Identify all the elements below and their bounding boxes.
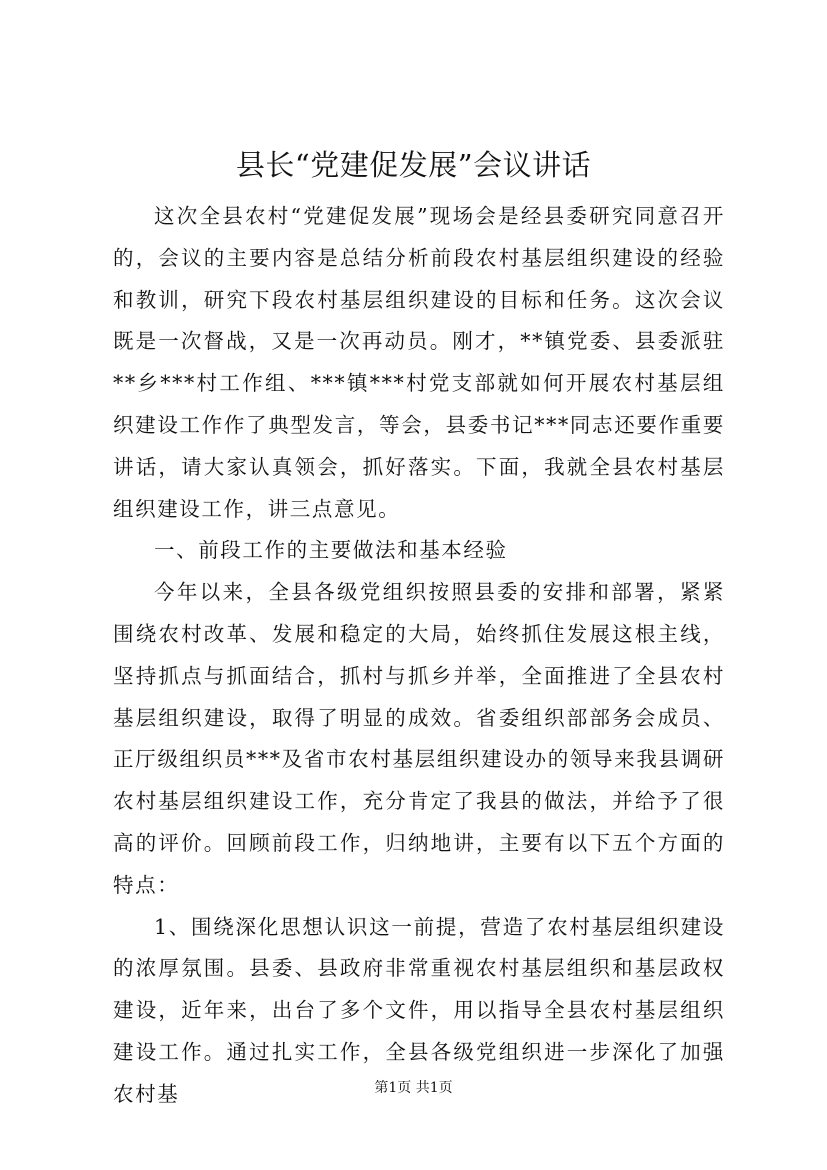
page-number-footer: 第1页 共1页 xyxy=(374,1080,453,1096)
paragraph-overview: 今年以来，全县各级党组织按照县委的安排和部署，紧紧围绕农村改革、发展和稳定的大局，始终抓住发展这根主线，坚持抓点与抓面结合，抓村与抓乡并举，全面推进了全县农村基层组织建设，取得了明显的成效。省委组织部部务会成员、正厅级组织员***及省市农村基层组织建设办的领导来我县调研农村基层组织建设工作，充分肯定了我县的做法，并给予了很高的评价。回顾前段工作，归纳地讲，主要有以下五个方面的特点： xyxy=(113,580,725,897)
paragraph-point-1: 1、围绕深化思想认识这一前提，营造了农村基层组织建设的浓厚氛围。县委、县政府非常重视农村基层组织和基层政权建设，近年来，出台了多个文件，用以指导全县农村基层组织建设工作。通过扎实工作，全县各级党组织进一步深化了加强农村基 xyxy=(113,914,725,1106)
document-body xyxy=(113,196,725,1116)
section-heading: 一、前段工作的主要做法和基本经验 xyxy=(154,538,508,563)
paragraph-intro: 这次全县农村“党建促发展”现场会是经县委研究同意召开的，会议的主要内容是总结分析前段农村基层组织建设的经验和教训，研究下段农村基层组织建设的目标和任务。这次会议既是一次督战，又是一次再动员。刚才，**镇党委、县委派驻**乡***村工作组、***镇***村党支部就如何开展农村基层组织建设工作作了典型发言，等会，县委书记***同志还要作重要讲话，请大家认真领会，抓好落实。下面，我就全县农村基层组织建设工作，讲三点意见。 xyxy=(113,204,725,521)
document-title: 县长“党建促发展”会议讲话 xyxy=(235,148,592,182)
